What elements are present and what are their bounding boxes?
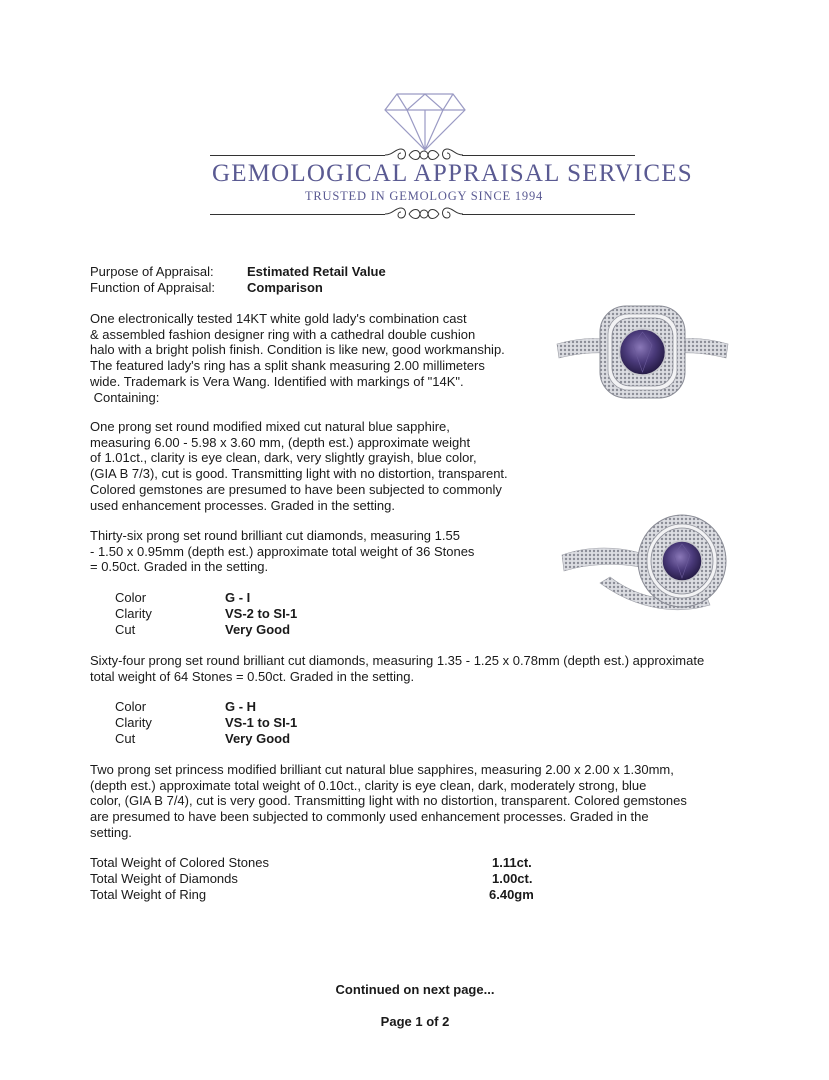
divider-top xyxy=(210,155,385,156)
grade-value: G - H xyxy=(225,699,257,714)
purpose-label: Purpose of Appraisal: xyxy=(90,264,214,279)
text-line: Two prong set princess modified brilliant cut natural blue sapphires, measuring 2.00 x 2.00 x 1.30mm, xyxy=(90,762,674,777)
divider-top xyxy=(462,155,635,156)
grade-row xyxy=(0,715,500,731)
grade-label: Color xyxy=(115,590,147,605)
total-value: 1.00ct. xyxy=(492,871,533,886)
function-label: Function of Appraisal: xyxy=(90,280,216,295)
grade-row xyxy=(0,731,500,747)
text-line: color, (GIA B 7/4), cut is very good. Transmitting light with no distortion, transparent. Colored gemstones xyxy=(90,793,687,809)
total-row xyxy=(0,855,600,871)
text-line: & assembled fashion designer ring with a cathedral double cushion xyxy=(90,326,476,342)
text-line: Colored gemstones are presumed to have been subjected to commonly xyxy=(90,481,502,497)
function-row xyxy=(90,280,490,296)
totals-table xyxy=(0,855,600,903)
text-line: setting. xyxy=(90,824,132,840)
total-label: Total Weight of Diamonds xyxy=(90,871,238,886)
text-line: Containing: xyxy=(90,389,160,405)
text-line: - 1.50 x 0.95mm (depth est.) approximate total weight of 36 Stones xyxy=(90,543,475,559)
grade-value: G - I xyxy=(225,590,251,605)
grade-label: Clarity xyxy=(115,606,152,621)
total-row xyxy=(0,887,600,903)
text-line: (GIA B 7/3), cut is good. Transmitting light with no distortion, transparent. xyxy=(90,466,508,482)
divider-bottom xyxy=(462,214,635,215)
grade-row xyxy=(0,606,500,622)
text-line: measuring 6.00 - 5.98 x 3.60 mm, (depth est.) approximate weight xyxy=(90,434,471,450)
text-line: are presumed to have been subjected to commonly used enhancement processes. Graded in the xyxy=(90,809,649,825)
continued-note: Continued on next page... xyxy=(335,982,495,997)
grade-label: Cut xyxy=(115,622,136,637)
total-label: Total Weight of Colored Stones xyxy=(90,855,269,870)
purpose-row xyxy=(90,264,490,280)
ring-photo-top xyxy=(555,300,730,405)
text-line: used enhancement processes. Graded in the setting. xyxy=(90,497,395,513)
grade-value: VS-2 to SI-1 xyxy=(225,606,298,621)
text-line: of 1.01ct., clarity is eye clean, dark, very slightly grayish, blue color, xyxy=(90,450,477,466)
grade-value: Very Good xyxy=(225,731,291,746)
total-row xyxy=(0,871,600,887)
grade-row xyxy=(0,699,500,715)
text-line: The featured lady's ring has a split shank measuring 2.00 millimeters xyxy=(90,358,485,374)
grade-label: Color xyxy=(115,699,147,714)
text-line: halo with a bright polish finish. Condition is like new, good workmanship. xyxy=(90,342,505,358)
text-line: = 0.50ct. Graded in the setting. xyxy=(90,559,269,575)
text-line: wide. Trademark is Vera Wang. Identified with markings of "14K". xyxy=(90,373,464,389)
divider-bottom xyxy=(210,214,385,215)
text-line: One prong set round modified mixed cut natural blue sapphire, xyxy=(90,419,450,434)
total-value: 6.40gm xyxy=(489,887,534,902)
total-value: 1.11ct. xyxy=(492,855,532,870)
diamonds-64-grades xyxy=(0,699,500,747)
company-tagline: TRUSTED IN GEMOLOGY SINCE 1994 xyxy=(304,189,544,203)
function-value: Comparison xyxy=(247,280,323,295)
total-label: Total Weight of Ring xyxy=(90,887,207,902)
text-line: total weight of 64 Stones = 0.50ct. Graded in the setting. xyxy=(90,668,415,684)
ring-description xyxy=(90,311,540,405)
text-line: Sixty-four prong set round brilliant cut diamonds, measuring 1.35 - 1.25 x 0.78mm (depth est.) approximate xyxy=(90,653,705,668)
text-line: One electronically tested 14KT white gold lady's combination cast xyxy=(90,311,467,326)
diamonds-36-grades xyxy=(0,590,500,638)
page-number: Page 1 of 2 xyxy=(380,1014,450,1029)
company-name: GEMOLOGICAL APPRAISAL SERVICES xyxy=(212,160,693,187)
diamonds-64-description xyxy=(90,653,790,684)
ornament-icon xyxy=(383,205,465,225)
ring-photo-angle xyxy=(560,505,730,630)
diamond-icon xyxy=(383,90,467,152)
grade-label: Cut xyxy=(115,731,136,746)
grade-row xyxy=(0,590,500,606)
side-sapphires-description xyxy=(90,762,790,841)
grade-value: Very Good xyxy=(225,622,291,637)
text-line: (depth est.) approximate total weight of 0.10ct., clarity is eye clean, dark, moderately strong, blue xyxy=(90,777,647,793)
logo xyxy=(0,85,829,225)
text-line: Thirty-six prong set round brilliant cut diamonds, measuring 1.55 xyxy=(90,528,460,543)
grade-row xyxy=(0,622,500,638)
diamonds-36-description xyxy=(90,528,540,575)
center-stone-description xyxy=(90,419,540,513)
grade-label: Clarity xyxy=(115,715,152,730)
purpose-value: Estimated Retail Value xyxy=(247,264,386,279)
grade-value: VS-1 to SI-1 xyxy=(225,715,298,730)
